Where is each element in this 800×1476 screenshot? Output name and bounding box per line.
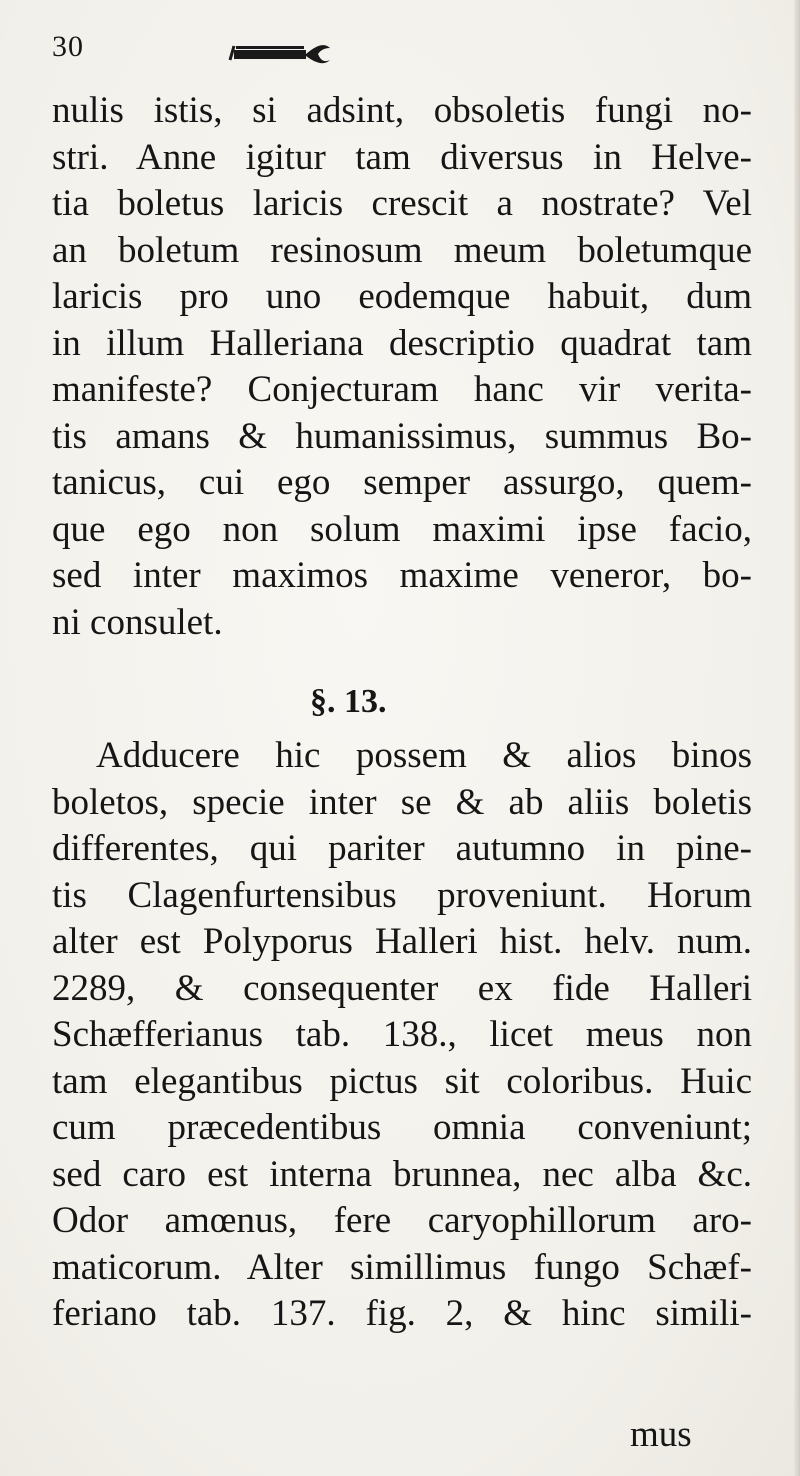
text-line: sed caro est interna brunnea, nec alba &c. xyxy=(52,1153,752,1195)
paragraph-2 xyxy=(52,733,752,1338)
text-line: in illum Halleriana descriptio quadrat tam xyxy=(52,322,752,364)
text-line: tanicus, cui ego semper assurgo, quem- xyxy=(52,462,752,503)
text-line: maticorum. Alter simillimus fungo Schæf- xyxy=(52,1246,752,1288)
text-line: tis Clagenfurtensibus proveniunt. Horum xyxy=(52,874,752,916)
text-line: Adducere hic possem & alios binos xyxy=(96,735,752,776)
text-line: tam elegantibus pictus sit coloribus. Huic xyxy=(52,1060,752,1102)
text-line: nulis istis, si adsint, obsoletis fungi no- xyxy=(52,90,752,131)
text-line: feriano tab. 137. fig. 2, & hinc simili- xyxy=(52,1293,752,1334)
page-edge xyxy=(794,0,800,1476)
text-line: sed inter maximos maxime veneror, bo- xyxy=(52,555,752,596)
text-line: cum præcedentibus omnia conveniunt; xyxy=(52,1107,752,1148)
ornament-icon xyxy=(226,38,346,68)
text-line: tis amans & humanissimus, summus Bo- xyxy=(52,415,752,457)
text-line: ni consulet. xyxy=(52,601,223,643)
page-header xyxy=(52,28,752,78)
text-line: an boletum resinosum meum boletumque xyxy=(52,229,752,271)
text-line: manifeste? Conjecturam hanc vir verita- xyxy=(52,369,752,410)
text-line: differentes, qui pariter autumno in pine- xyxy=(52,828,752,869)
text-line: Odor amœnus, fere caryophillorum aro- xyxy=(52,1200,752,1241)
section-heading: §. 13. xyxy=(310,683,387,720)
text-line: stri. Anne igitur tam diversus in Helve- xyxy=(52,136,752,178)
text-line: boletos, specie inter se & ab aliis boletis xyxy=(52,781,752,823)
text-line: alter est Polyporus Halleri hist. helv. num. xyxy=(52,921,752,962)
catchword: mus xyxy=(630,1414,692,1455)
text-line: laricis pro uno eodemque habuit, dum xyxy=(52,276,752,317)
text-line: 2289, & consequenter ex fide Halleri xyxy=(52,967,752,1009)
page-number: 30 xyxy=(52,30,84,63)
paragraph-1 xyxy=(52,88,752,646)
text-line: tia boletus laricis crescit a nostrate? Vel xyxy=(52,183,752,224)
text-line: que ego non solum maximi ipse facio, xyxy=(52,508,752,550)
text-line: Schæfferianus tab. 138., licet meus non xyxy=(52,1014,752,1055)
